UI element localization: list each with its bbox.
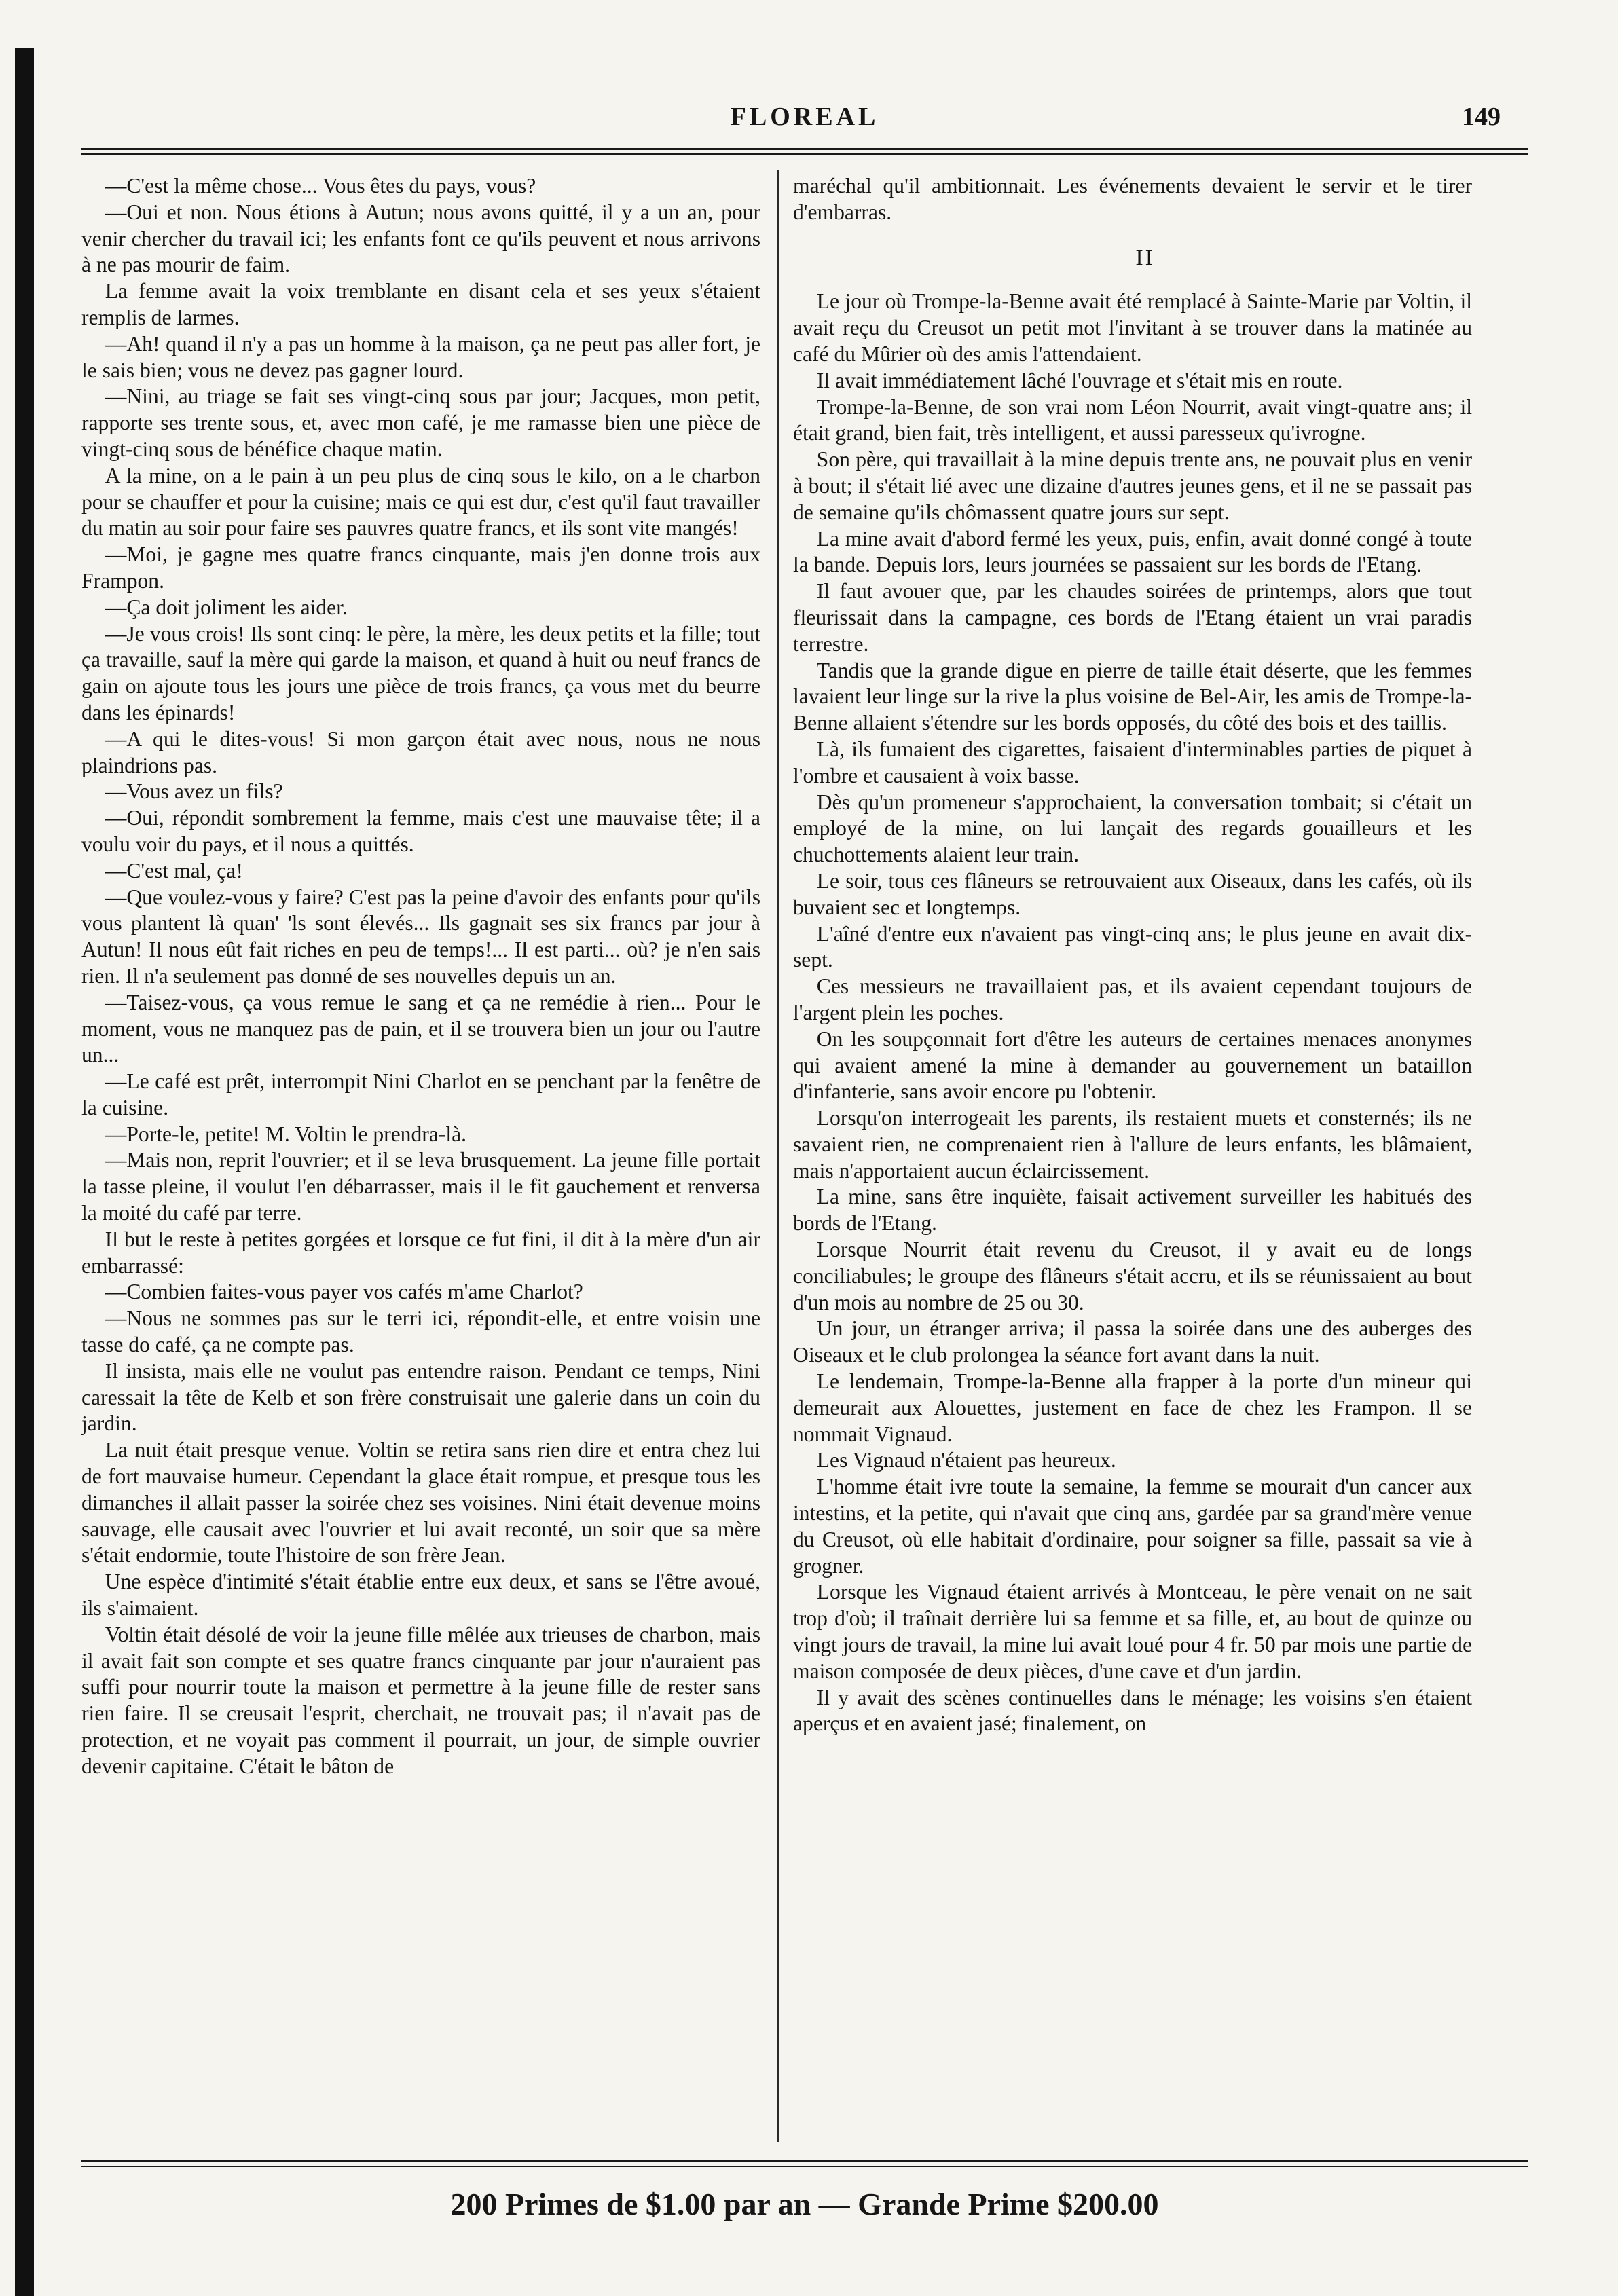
paragraph: —Je vous crois! Ils sont cinq: le père, la mère, les deux petits et la fille; tout ça travaille, sauf la mère qui garde la maison, et quand à huit ou neuf francs de gain on ajoute tous les jours une pièce de trois francs, ça vous met du beurre dans les épinards!	[81, 621, 760, 724]
paragraph: Son père, qui travaillait à la mine depuis trente ans, ne pouvait plus en venir à bout; il s'était lié avec une dizaine d'autres jeunes gens, et il ne se passait pas de semaine qu'ils chômassent quatre jours sur sept.	[793, 447, 1472, 524]
paragraph: —C'est mal, ça!	[105, 858, 243, 883]
paragraph: —C'est la même chose... Vous êtes du pays, vous?	[105, 174, 536, 198]
paragraph: —Que voulez-vous y faire? C'est pas la peine d'avoir des enfants pour qu'ils vous plantent là quan' 'ls sont élevés... Ils gagnait ses six francs par jour à Autun! Il nous eût fait riches en peu de temps!... Il est parti... où? je n'en sais rien. Il n'a seulement pas donné de ses nouvelles depuis un an.	[81, 885, 760, 988]
right-column	[793, 173, 1472, 2142]
paragraph: —Combien faites-vous payer vos cafés m'ame Charlot?	[105, 1280, 583, 1304]
left-column	[81, 173, 760, 2142]
continuation-paragraph: maréchal qu'il ambitionnait. Les événements devaient le servir et le tirer d'embarras.	[793, 174, 1472, 224]
paragraph: —Le café est prêt, interrompit Nini Charlot en se penchant par la fenêtre de la cuisine.	[81, 1069, 760, 1119]
paragraph: —Nini, au triage se fait ses vingt-cinq sous par jour; Jacques, mon petit, rapporte ses trente sous, et, avec mon café, je me ramasse bien une pièce de vingt-cinq sous de bénéfice chaque matin.	[81, 384, 760, 461]
paragraph: La femme avait la voix tremblante en disant cela et ses yeux s'étaient remplis de larmes.	[81, 279, 760, 329]
page-number: 149	[1462, 103, 1501, 131]
paragraph: Trompe-la-Benne, de son vrai nom Léon Nourrit, avait vingt-quatre ans; il était grand, bien fait, très intelligent, et aussi paresseux qu'ivrogne.	[793, 394, 1472, 445]
paragraph: —Porte-le, petite! M. Voltin le prendra-là.	[105, 1122, 467, 1146]
paragraph: —Oui, répondit sombrement la femme, mais c'est une mauvaise tête; il a voulu voir du pays, et il nous a quittés.	[81, 806, 760, 856]
paragraph: La mine avait d'abord fermé les yeux, puis, enfin, avait donné congé à toute la bande. Depuis lors, leurs journées se passaient sur les bords de l'Etang.	[793, 526, 1472, 577]
paragraph: —Ah! quand il n'y a pas un homme à la maison, ça ne peut pas aller fort, je le sais bien; vous ne devez pas gagner lourd.	[81, 331, 760, 382]
paragraph: —Oui et non. Nous étions à Autun; nous avons quitté, il y a un an, pour venir chercher du travail ici; les enfants font ce qu'ils peuvent et nous arrivons à ne pas mourir de faim.	[81, 200, 760, 277]
paragraph: L'homme était ivre toute la semaine, la femme se mourait d'un cancer aux intestins, et la petite, qui n'avait que cinq ans, gardée par sa grand'mère venue du Creusot, où elle habitait d'ordinaire, pour soigner sa fille, passait sa vie à grogner.	[793, 1475, 1472, 1578]
column-divider	[777, 170, 779, 2142]
paragraph: —Ça doit joliment les aider.	[105, 595, 348, 619]
paragraph: Il y avait des scènes continuelles dans le ménage; les voisins s'en étaient aperçus et en avaient jasé; finalement, on	[793, 1685, 1472, 1736]
paragraph: Lorsque Nourrit était revenu du Creusot, il y avait eu de longs conciliabules; le groupe des flâneurs s'était accru, et ils se réunissaient au bout d'un mois au nombre de 25 ou 30.	[793, 1238, 1472, 1314]
paragraph: Il insista, mais elle ne voulut pas entendre raison. Pendant ce temps, Nini caressait la tête de Kelb et son frère construisait une galerie dans un coin du jardin.	[81, 1358, 760, 1436]
page-header	[81, 102, 1528, 143]
header-rule-thin	[81, 153, 1528, 155]
paragraph: Dès qu'un promeneur s'approchaient, la conversation tombait; si c'était un employé de la mine, on lui lançait des regards gouailleurs et les chuchottements alaient leur train.	[793, 790, 1472, 867]
paragraph: La nuit était presque venue. Voltin se retira sans rien dire et entra chez lui de fort mauvaise humeur. Cependant la glace était rompue, et presque tous les dimanches il allait passer la soirée chez ses voisines. Nini était devenue moins sauvage, elle causait avec l'ouvrier et lui avait reconté, un soir que sa mère s'était endormie, toute l'histoire de son frère Jean.	[81, 1438, 760, 1568]
paragraph: —A qui le dites-vous! Si mon garçon était avec nous, nous ne nous plaindrions pas.	[81, 726, 760, 777]
paragraph: —Vous avez un fils?	[105, 779, 283, 804]
paragraph: —Moi, je gagne mes quatre francs cinquante, mais j'en donne trois aux Frampon.	[81, 542, 760, 593]
binding-edge	[15, 48, 34, 2296]
paragraph: —Nous ne sommes pas sur le terri ici, répondit-elle, et entre voisin une tasse do café, ça ne compte pas.	[81, 1306, 760, 1357]
paragraph: On les soupçonnait fort d'être les auteurs de certaines menaces anonymes qui avaient amené la mine à demander au gouvernement un bataillon d'infanterie, sans avoir encore pu l'obtenir.	[793, 1026, 1472, 1104]
header-rule	[81, 148, 1528, 150]
paragraph: —Taisez-vous, ça vous remue le sang et ça ne remédie à rien... Pour le moment, vous ne manquez pas de pain, et il se trouvera bien un jour ou l'autre un...	[81, 990, 760, 1067]
paragraph: L'aîné d'entre eux n'avaient pas vingt-cinq ans; le plus jeune en avait dix-sept.	[793, 921, 1472, 972]
paragraph: Une espèce d'intimité s'était établie entre eux deux, et sans se l'être avoué, ils s'aimaient.	[81, 1570, 760, 1621]
paragraph: Lorsque les Vignaud étaient arrivés à Montceau, le père venait on ne sait trop d'où; il traînait derrière lui sa femme et sa fille, et, au bout de quinze ou vingt jours de travail, la mine lui avait loué pour 4 fr. 50 par mois une partie de maison composée de deux pièces, d'une cave et d'un jardin.	[793, 1580, 1472, 1683]
footer-rule-thin	[81, 2166, 1528, 2167]
paragraph: Il faut avouer que, par les chaudes soirées de printemps, alors que tout fleurissait dans la campagne, ces bords de l'Etang étaient un vrai paradis terrestre.	[793, 579, 1472, 656]
paragraph: Il avait immédiatement lâché l'ouvrage et s'était mis en route.	[816, 368, 1343, 392]
paragraph: Le jour où Trompe-la-Benne avait été remplacé à Sainte-Marie par Voltin, il avait reçu du Creusot un petit mot l'invitant à se trouver dans la matinée au café du Mûrier où des amis l'attendaient.	[793, 289, 1472, 366]
paragraph: Tandis que la grande digue en pierre de taille était déserte, que les femmes lavaient leur linge sur la rive la plus voisine de Bel-Air, les amis de Trompe-la-Benne allaient s'étendre sur les bords opposés, du côté des bois et des taillis.	[793, 658, 1472, 735]
paragraph: Les Vignaud n'étaient pas heureux.	[816, 1448, 1116, 1473]
paragraph: Là, ils fumaient des cigarettes, faisaient d'interminables parties de piquet à l'ombre et causaient à voix basse.	[793, 737, 1472, 788]
paragraph: Lorsqu'on interrogeait les parents, ils restaient muets et consternés; ils ne savaient rien, ne comprenaient rien à l'allure de leurs enfants, les blâmaient, mais n'apportaient aucun éclaircissement.	[793, 1106, 1472, 1183]
paragraph: Le lendemain, Trompe-la-Benne alla frapper à la porte d'un mineur qui demeurait aux Alouettes, justement en face de chez les Frampon. Il se nommait Vignaud.	[793, 1369, 1472, 1446]
paragraph: La mine, sans être inquiète, faisait activement surveiller les habitués des bords de l'Etang.	[793, 1185, 1472, 1236]
paragraph: Un jour, un étranger arriva; il passa la soirée dans une des auberges des Oiseaux et le club prolongea la séance fort avant dans la nuit.	[793, 1316, 1472, 1367]
footer-rule	[81, 2160, 1528, 2162]
paragraph: —Mais non, reprit l'ouvrier; et il se leva brusquement. La jeune fille portait la tasse pleine, il voulut l'en débarrasser, mais il le fit gauchement et renversa la moité du café par terre.	[81, 1148, 760, 1225]
paragraph: A la mine, on a le pain à un peu plus de cinq sous le kilo, on a le charbon pour se chauffer et pour la cuisine; mais ce qui est dur, c'est qu'il faut travailler du matin au soir pour faire ses pauvres quatre francs, et ils sont vite mangés!	[81, 463, 760, 540]
footer-banner: 200 Primes de $1.00 par an — Grande Prime $200.00	[450, 2187, 1159, 2221]
paragraph: Ces messieurs ne travaillaient pas, et ils avaient cependant toujours de l'argent plein les poches.	[793, 974, 1472, 1024]
section-number: II	[1135, 244, 1156, 270]
running-title: FLOREAL	[730, 103, 879, 131]
paragraph: Voltin était désolé de voir la jeune fille mêlée aux trieuses de charbon, mais il avait fait son compte et ses quatre francs cinquante par jour n'auraient pas suffi pour nourrir toute la maison et permettre à la jeune fille de rester sans rien faire. Il se creusait l'esprit, cherchait, ne trouvait pas; il n'avait pas de protection, et ne voyait pas comment il pourrait, un jour, de simple ouvrier devenir capitaine. C'était le bâton de	[81, 1622, 760, 1778]
paragraph: Le soir, tous ces flâneurs se retrouvaient aux Oiseaux, dans les cafés, où ils buvaient sec et longtemps.	[793, 868, 1472, 919]
paragraph: Il but le reste à petites gorgées et lorsque ce fut fini, il dit à la mère d'un air embarrassé:	[81, 1227, 760, 1278]
